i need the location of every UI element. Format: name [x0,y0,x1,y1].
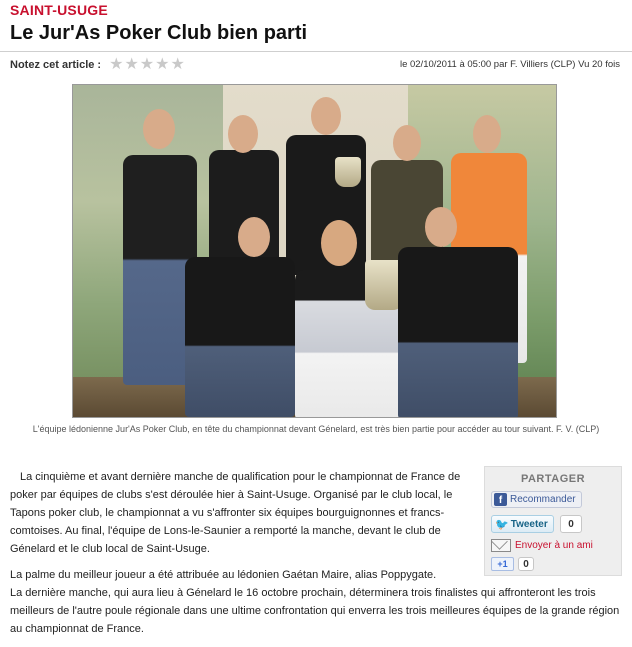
star-icon[interactable]: ★ [170,56,185,73]
email-friend-link[interactable] [491,537,593,553]
star-icon[interactable]: ★ [124,56,139,73]
facebook-label: Recommander [510,494,576,505]
person-head [228,115,258,153]
paragraph: La palme du meilleur joueur a été attribuée au lédonien Gaétan Maire, alias Poppygate. [10,569,437,581]
article-body [10,468,480,558]
person-head [321,220,357,266]
person-figure [185,257,295,417]
rating-stars[interactable] [109,57,185,73]
person-head [425,207,457,247]
facebook-recommend-button[interactable] [491,491,582,508]
twitter-bird-icon: 🐦 [495,518,509,531]
paragraph: La cinquième et avant dernière manche de qualification pour le championnat de France de poker par équipes de clubs s'est déroulée hier à Saint-Usuge. Organisé par le club local, le Tapons poker club, le championnat a vu s'affronter six équipes bourguignonnes et francs-comtoises. Au final, l'équipe de Lons-le-Saunier a remporté la manche, devant le club de Génelard et le club local de Saint-Usuge. [10,471,461,555]
article-title: Le Jur'As Poker Club bien parti [10,22,308,44]
gplus-count: 0 [518,557,534,571]
person-head [238,217,270,257]
article-body-continued [10,566,622,638]
person-head [473,115,501,153]
person-head [393,125,421,161]
share-box [484,466,622,576]
tweet-button[interactable] [491,515,554,533]
trophy [335,157,361,187]
envelope-icon [491,539,511,552]
section-label[interactable]: SAINT-USUGE [10,2,108,18]
article-photo[interactable] [72,84,557,418]
star-icon[interactable]: ★ [155,56,170,73]
person-head [143,109,175,149]
article-meta: le 02/10/2011 à 05:00 par F. Villiers (CLP) Vu 20 fois [399,59,620,70]
person-figure [398,247,518,418]
paragraph: La dernière manche, qui aura lieu à Génelard le 16 octobre prochain, déterminera trois finalistes qui affronteront les trois meilleurs de l'autre poule régionale dans une ultime confrontation qui enverra les trois meilleures équipes de la grande région au championnat de France. [10,587,620,635]
tweet-label: Tweeter [510,518,548,530]
star-icon[interactable]: ★ [139,56,155,73]
email-friend-label: Envoyer à un ami [515,539,593,551]
photo-caption: L'équipe lédonienne Jur'As Poker Club, en tête du championnat devant Génelard, est très bien partie pour accéder au tour suivant. F. V. (CLP) [32,424,600,434]
facebook-icon: f [494,493,507,506]
title-divider [0,51,632,52]
share-title: PARTAGER [520,473,586,485]
person-head [311,97,341,135]
tweet-count: 0 [560,515,582,533]
rating-row [10,57,185,73]
rating-label: Notez cet article : [10,59,102,71]
google-plus-button[interactable]: +1 [491,557,514,571]
star-icon[interactable]: ★ [109,56,124,73]
